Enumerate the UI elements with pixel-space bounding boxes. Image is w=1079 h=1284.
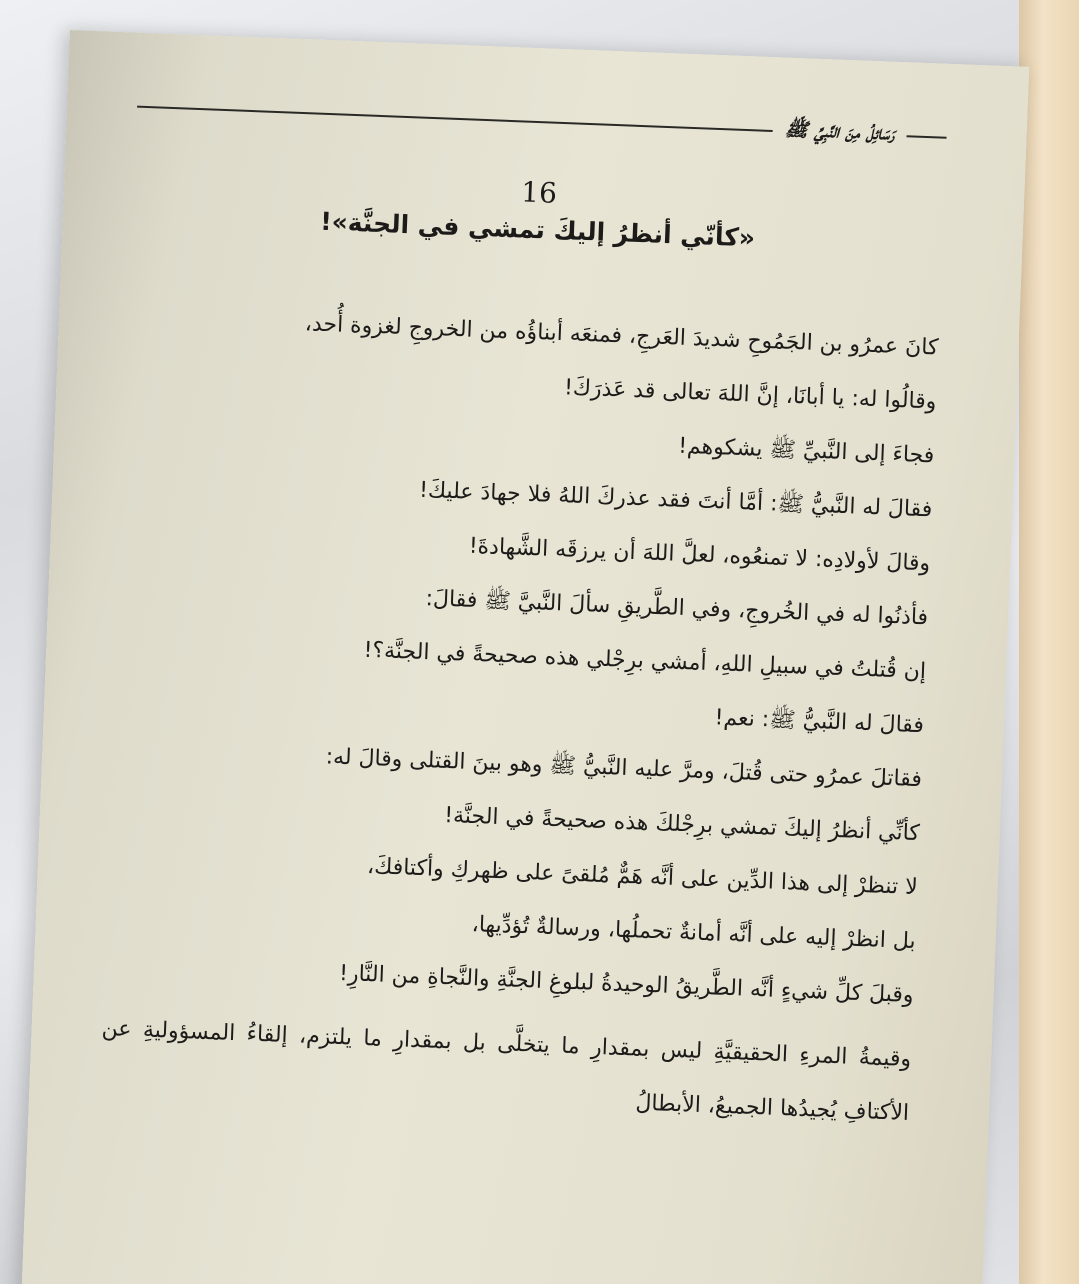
running-head-title: رَسَائِلُ مِنَ النَّبِيِّ ﷺ: [784, 118, 896, 145]
book-page: [19, 30, 1029, 1284]
paragraph: فقاتلَ عمرُو حتى قُتلَ، ومرَّ عليه النَّبيُّ ﷺ وهو بينَ القتلى وقالَ له:: [325, 744, 923, 793]
paragraph: وقبلَ كلِّ شيءٍ أنَّه الطَّريقُ الوحيدةُ لبلوغِ الجنَّةِ والنَّجاةِ من النَّارِ!: [338, 961, 915, 1009]
paragraph: كأنِّي أنظرُ إليكَ تمشي برِجْلكَ هذه صحيحةً في الجنَّة!: [443, 802, 921, 847]
paragraph: فأذنُوا له في الخُروجِ، وفي الطَّريقِ سألَ النَّبيَّ ﷺ فقالَ:: [425, 586, 929, 631]
paragraph: فقالَ له النَّبيُّ ﷺ: نعم!: [714, 705, 925, 739]
paragraph: وقيمةُ المرءِ الحقيقيَّةِ ليس بمقدارِ ما يتخلَّى بل بمقدارِ ما يلتزم، إلقاءُ المسؤوليةِ عن الأكتافِ يُجيدُها الجميعُ، الأبطالُ: [101, 1015, 912, 1126]
paragraph: فجاءَ إلى النَّبيِّ ﷺ يشكوهم!: [677, 433, 935, 469]
paragraph: بل انظرْ إليه على أنَّه أمانةٌ تحملُها، ورسالةٌ تُؤدِّيها،: [471, 912, 917, 955]
paragraph: إن قُتلتُ في سبيلِ اللهِ، أمشي برِجْلي هذه صحيحةً في الجنَّة؟!: [363, 637, 927, 685]
running-head-rule: [137, 106, 773, 132]
paragraph: وقالَ لأولادِه: لا تمنعُوه، لعلَّ اللهَ أن يرزقَه الشَّهادةَ!: [468, 533, 931, 577]
body-text: [99, 290, 940, 1140]
paragraph: لا تنظرْ إلى هذا الدِّين على أنَّه هَمٌّ مُلقىً على ظهركِ وأكتافكَ،: [366, 854, 919, 901]
running-head: [137, 93, 947, 152]
chapter-title: «كأنّي أنظرُ إليكَ تمشي في الجنَّة»!: [319, 206, 756, 253]
paragraph: فقالَ له النَّبيُّ ﷺ: أمَّا أنتَ فقد عذركَ اللهُ فلا جهادَ عليكَ!: [418, 477, 933, 523]
paragraph: كانَ عمرُو بن الجَمُوحِ شديدَ العَرجِ، فمنعَه أبناؤُه من الخروجِ لغزوة أُحد،: [304, 311, 939, 361]
adjacent-page-edge: [1019, 0, 1079, 1284]
running-head-dash: [907, 135, 947, 139]
paragraph: وقالُوا له: يا أبانَا، إنَّ اللهَ تعالى قد عَذرَكَ!: [563, 375, 937, 415]
page-content: [99, 93, 947, 1141]
chapter-number: 16: [520, 175, 558, 210]
